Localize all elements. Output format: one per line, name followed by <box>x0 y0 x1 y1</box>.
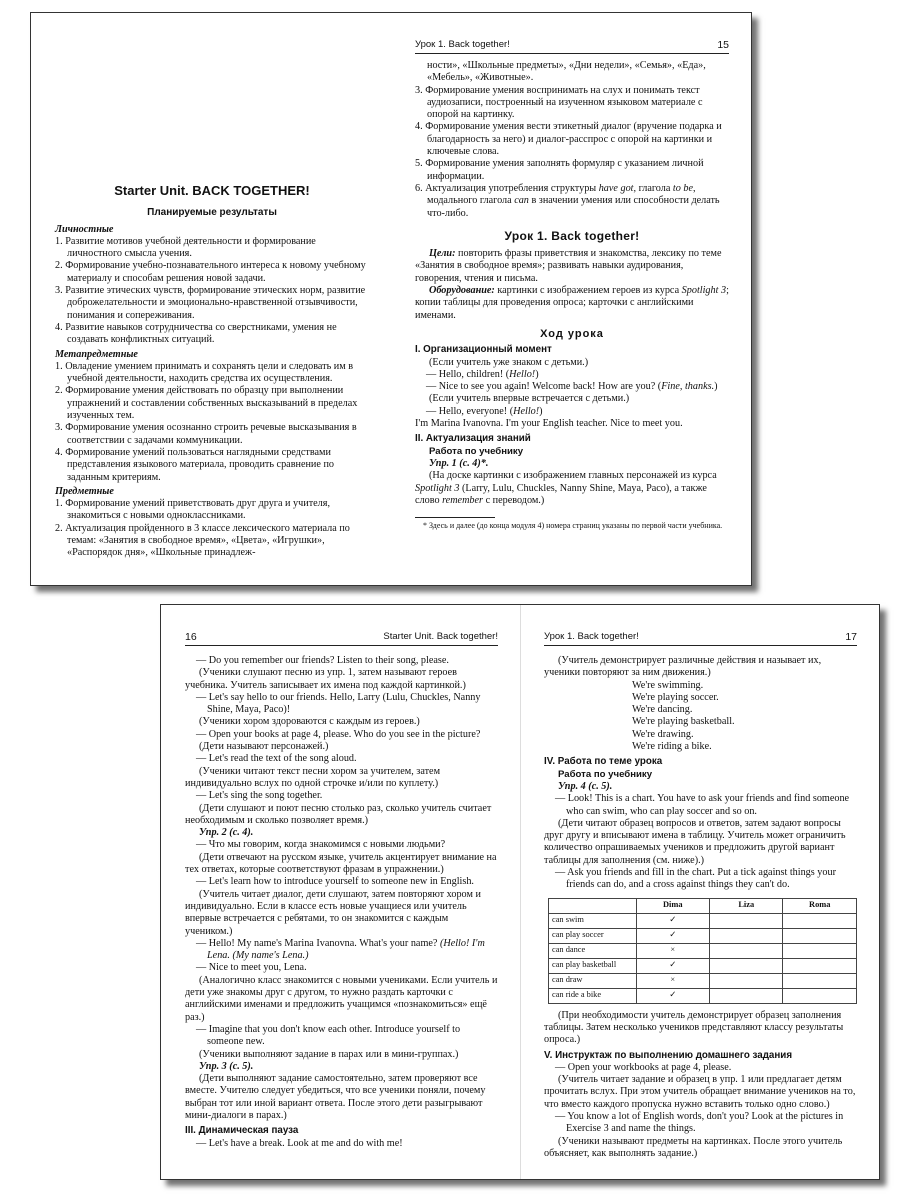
paragraph: (Если учитель уже знаком с детьми.) <box>429 356 589 368</box>
dialogue-line: — Let's read the text of the song aloud. <box>196 753 357 765</box>
table-header-cell: Dima <box>636 898 710 913</box>
paragraph: (Ученики хором здороваются с каждым из героев.) <box>199 716 420 728</box>
dialogue-line: — Nice to see you again! Welcome back! How are you? (Fine, thanks.) <box>426 381 718 393</box>
page-15 <box>391 13 751 585</box>
footnote: * Здесь и далее (до конца модуля 4) номера страниц указаны по первой части учебника. <box>423 521 723 531</box>
page-15-content <box>415 60 729 531</box>
page-14 <box>31 13 391 585</box>
table-row <box>549 913 857 928</box>
header-rule <box>544 645 857 646</box>
section-heading: IV. Работа по теме урока <box>544 756 663 768</box>
table-header-row <box>549 898 857 913</box>
bottom-spread <box>160 604 880 1180</box>
paragraph: (Ученики называют предметы на картинках. После этого учитель объясняет, как выполнять задание.) <box>544 1135 843 1159</box>
paragraph: (Ученики читают текст песни хором за учителем, затем индивидуально вслух по одной строчке и/или по куплету.) <box>185 765 441 789</box>
list-item: 2. Формирование учебно-познавательного интереса к новому учебному материалу и способам решения новой задачи. <box>55 260 366 284</box>
paragraph: (Дети выполняют задание самостоятельно, затем проверяют все вместе. Учителю следует убедиться, что все ученики поняли, почему выбран тот или иной вариант ответа. После этого дети разыгрывают мини-диалоги в парах.) <box>185 1073 486 1121</box>
footnote-rule <box>415 517 495 518</box>
lesson-title: Урок 1. Back together! <box>504 228 640 243</box>
cell-liza <box>710 913 783 928</box>
cell-roma <box>783 988 857 1003</box>
subhead-metasubject: Метапредметные <box>55 348 138 360</box>
row-label: can play soccer <box>549 928 637 943</box>
list-item: 6. Актуализация употребления структуры have got, глагола to be, модального глагола can в значении умения или способности делать что-либо. <box>415 182 720 219</box>
list-item: 4. Формирование умений пользоваться наглядными средствами представления языкового материала, проводить сравнение по заданным критериям. <box>55 446 334 483</box>
section-heading: III. Динамическая пауза <box>185 1125 299 1137</box>
list-continuation: ности», «Школьные предметы», «Дни недели», «Семья», «Еда», «Мебель», «Животные». <box>427 60 706 84</box>
header-rule <box>415 53 729 54</box>
paragraph: (Учитель демонстрирует различные действия и называет их, ученики повторяют за ним движения.) <box>544 655 822 679</box>
dialogue-line: — Hello, everyone! (Hello!) <box>426 405 543 417</box>
table-header-cell: Liza <box>710 898 783 913</box>
subhead-personal: Личностные <box>55 223 114 235</box>
table-row <box>549 928 857 943</box>
section-heading: I. Организационный момент <box>415 344 552 356</box>
section-heading: V. Инструктаж по выполнению домашнего задания <box>544 1049 793 1061</box>
list-item: 1. Формирование умений приветствовать друг друга и учителя, знакомиться с новыми одноклассниками. <box>55 498 330 522</box>
song-line: We're dancing. <box>632 704 693 716</box>
page-14-content <box>55 185 369 560</box>
lesson-course-title: Ход урока <box>540 327 604 340</box>
song-line: We're drawing. <box>632 728 694 740</box>
list-item: 3. Развитие этических чувств, формирование этических норм, развитие доброжелательности и эмоционально-нравственной отзывчивости, понимания и сопереживания. <box>55 285 366 321</box>
paragraph: (Учитель читает диалог, дети слушают, затем повторяют хором и индивидуально. Если в классе есть новые учащиеся или учитель впервые встречается с ребятами, то он знакомится с каждым учеником.) <box>185 888 481 937</box>
cell-liza <box>710 973 783 988</box>
paragraph: (Ученики выполняют задание в парах или в мини-группах.) <box>199 1048 459 1060</box>
paragraph: (Учитель читает задание и образец в упр. 1 или предлагает детям прочитать вслух. При этом учитель обращает внимание учеников на то, что вместо каждого пропуска нужно вставить только одно слово.) <box>544 1074 856 1110</box>
cell-liza <box>710 943 783 958</box>
exercise-label: Упр. 2 (с. 4). <box>199 827 254 839</box>
paragraph: (Дети слушают и поют песню столько раз, сколько учитель считает необходимым и сколько позволяет время.) <box>185 802 492 826</box>
page-16-content <box>185 655 498 1150</box>
cell-roma <box>783 913 857 928</box>
table-header-cell <box>549 898 637 913</box>
paragraph: (При необходимости учитель демонстрирует образец заполнения таблицы. Затем несколько учеников представляют классу результаты опроса.) <box>544 1009 844 1046</box>
row-label: can ride a bike <box>549 988 637 1003</box>
cell-dima: ✓ <box>636 958 710 973</box>
cell-liza <box>710 928 783 943</box>
table-row <box>549 973 857 988</box>
table-row <box>549 988 857 1003</box>
song-line: We're swimming. <box>632 679 704 691</box>
running-header <box>185 631 498 644</box>
paragraph: (Дети называют персонажей.) <box>199 741 329 753</box>
dialogue-line: — Open your books at page 4, please. Who do you see in the picture? <box>196 728 481 740</box>
list-item: 2. Актуализация пройденного в 3 классе лексического материала по темам: «Занятия в свободное время», «Цвета», «Игрушки», «Распорядок дня», «Школьные принадлеж- <box>55 522 350 559</box>
cell-roma <box>783 943 857 958</box>
dialogue-line: — Let's learn how to introduce yourself to someone new in English. <box>196 876 474 888</box>
list-item: 4. Развитие навыков сотрудничества со сверстниками, умения не создавать конфликтных ситуаций. <box>55 321 337 346</box>
paragraph: (Дети отвечают на русском языке, учитель акцентирует внимание на тех ответах, которые соответствуют фразам в упражнении.) <box>185 851 497 876</box>
row-label: can draw <box>549 973 637 988</box>
lesson-equipment: Оборудование: картинки с изображением героев из курса Spotlight 3; копии таблицы для проведения опроса; карточки с английскими именами. <box>415 285 729 321</box>
paragraph: I'm Marina Ivanovna. I'm your English teacher. Nice to meet you. <box>415 418 683 430</box>
cell-dima: ✓ <box>636 928 710 943</box>
paragraph: (Если учитель впервые встречается с детьми.) <box>429 393 630 405</box>
dialogue-line: — Hello! My name's Marina Ivanovna. What's your name? (Hello! I'm Lena. (My name's Lena.) <box>196 937 485 962</box>
header-title: Урок 1. Back together! <box>544 631 639 642</box>
cell-dima: × <box>636 973 710 988</box>
cell-roma <box>783 928 857 943</box>
song-line: We're playing basketball. <box>632 716 735 728</box>
cell-liza <box>710 958 783 973</box>
dialogue-line: — Open your workbooks at page 4, please. <box>555 1061 732 1073</box>
cell-roma <box>783 958 857 973</box>
list-item: 1. Развитие мотивов учебной деятельности и формирование личностного смысла учения. <box>55 235 316 260</box>
page-17 <box>520 605 879 1179</box>
header-title: Starter Unit. Back together! <box>383 631 498 642</box>
page-16 <box>161 605 521 1179</box>
row-label: can dance <box>549 943 637 958</box>
dialogue-line: — Let's say hello to our friends. Hello, Larry (Lulu, Chuckles, Nanny Shine, Maya, Paco)! <box>196 691 481 716</box>
dialogue-line: — Let's sing the song together. <box>196 790 323 802</box>
cell-liza <box>710 988 783 1003</box>
list-item: 4. Формирование умения вести этикетный диалог (вручение подарка и благодарность за него) и диалог-расспрос с опорой на картинки и ключевые слова. <box>415 121 722 158</box>
cell-dima: ✓ <box>636 988 710 1003</box>
table-row <box>549 958 857 973</box>
row-label: can play basketball <box>549 958 637 973</box>
running-header <box>544 631 857 644</box>
dialogue-line: — You know a lot of English words, don't you? Look at the pictures in Exercise 3 and name the things. <box>555 1111 844 1135</box>
cell-dima: × <box>636 943 710 958</box>
paragraph: (Дети читают образец вопросов и ответов, затем задают вопросы друг другу и вписывают имена в таблицу. Учитель может ограничить количество опрашиваемых учеников и предложить другой вариант таблицы для заполнения (см. ниже).) <box>544 817 846 866</box>
row-label: can swim <box>549 913 637 928</box>
list-item: 3. Формирование умения воспринимать на слух и понимать текст аудиозаписи, построенный на изученном языковом материале с опорой на картинку. <box>415 84 703 121</box>
paragraph: (Ученики слушают песню из упр. 1, затем называют героев учебника. Учитель записывает их имена под каждой картинкой.) <box>185 667 466 691</box>
dialogue-line: — Что мы говорим, когда знакомимся с новыми людьми? <box>196 839 446 851</box>
paragraph: (Аналогично класс знакомится с новыми учениками. Если учитель и дети уже знакомы друг с другом, то нужно раздать карточки с английскими именами и предложить учащимся «познакомиться» ещё раз.) <box>185 974 498 1023</box>
song-line: We're playing soccer. <box>632 691 719 703</box>
exercise-label: Упр. 3 (с. 5). <box>199 1060 254 1072</box>
running-header <box>415 39 729 52</box>
page-number: 15 <box>717 39 729 51</box>
table-header-cell: Roma <box>783 898 857 913</box>
header-rule <box>185 645 498 646</box>
paragraph: (На доске картинки с изображением главных персонажей из курса Spotlight 3 (Larry, Lulu, Chuckles, Nanny Shine, Maya, Paco), а также слово remember с переводом.) <box>415 470 717 506</box>
dialogue-line: — Look! This is a chart. You have to ask your friends and find someone who can swim, who can play soccer and so on. <box>555 793 850 817</box>
exercise-label: Упр. 1 (с. 4)*. <box>429 457 489 469</box>
exercise-label: Упр. 4 (с. 5). <box>558 780 613 792</box>
table-row <box>549 943 857 958</box>
subhead-subject: Предметные <box>55 485 114 497</box>
dialogue-line: — Do you remember our friends? Listen to their song, please. <box>196 655 449 666</box>
dialogue-line: — Let's have a break. Look at me and do with me! <box>196 1137 403 1149</box>
header-title: Урок 1. Back together! <box>415 39 510 50</box>
list-item: 5. Формирование умения заполнять формуляр с указанием личной информации. <box>415 158 704 182</box>
subheading: Работа по учебнику <box>429 445 524 457</box>
survey-chart-table <box>548 898 857 1004</box>
dialogue-line: — Nice to meet you, Lena. <box>196 962 307 974</box>
list-item: 2. Формирование умения действовать по образцу при выполнении упражнений и составлении собственных высказываний в пределах изученных тем. <box>55 385 358 422</box>
dialogue-line: — Hello, children! (Hello!) <box>426 368 539 380</box>
dialogue-line: — Imagine that you don't know each other. Introduce yourself to someone new. <box>196 1023 461 1048</box>
unit-title: Starter Unit. BACK TOGETHER! <box>114 183 310 198</box>
dialogue-line: — Ask you friends and fill in the chart. Put a tick against things your friends can do, and a cross against things they can't do. <box>555 867 836 891</box>
planned-results-title: Планируемые результаты <box>147 207 277 219</box>
song-line: We're riding a bike. <box>632 741 712 753</box>
page-number: 17 <box>845 631 857 643</box>
page-number: 16 <box>185 631 197 643</box>
top-spread <box>30 12 752 586</box>
lesson-goals: Цели: повторить фразы приветствия и знакомства, лексику по теме «Занятия в свободное время»; развивать навыки аудирования, говорения, чтения и письма. <box>415 248 722 284</box>
cell-roma <box>783 973 857 988</box>
subheading: Работа по учебнику <box>558 768 653 780</box>
cell-dima: ✓ <box>636 913 710 928</box>
section-heading: II. Актуализация знаний <box>415 433 531 445</box>
list-item: 1. Овладение умением принимать и сохранять цели и следовать им в учебной деятельности, находить средства их осуществления. <box>55 360 354 385</box>
page-17-content <box>544 655 857 1160</box>
list-item: 3. Формирование умения осознанно строить речевые высказывания в соответствии с задачами коммуникации. <box>55 422 357 446</box>
